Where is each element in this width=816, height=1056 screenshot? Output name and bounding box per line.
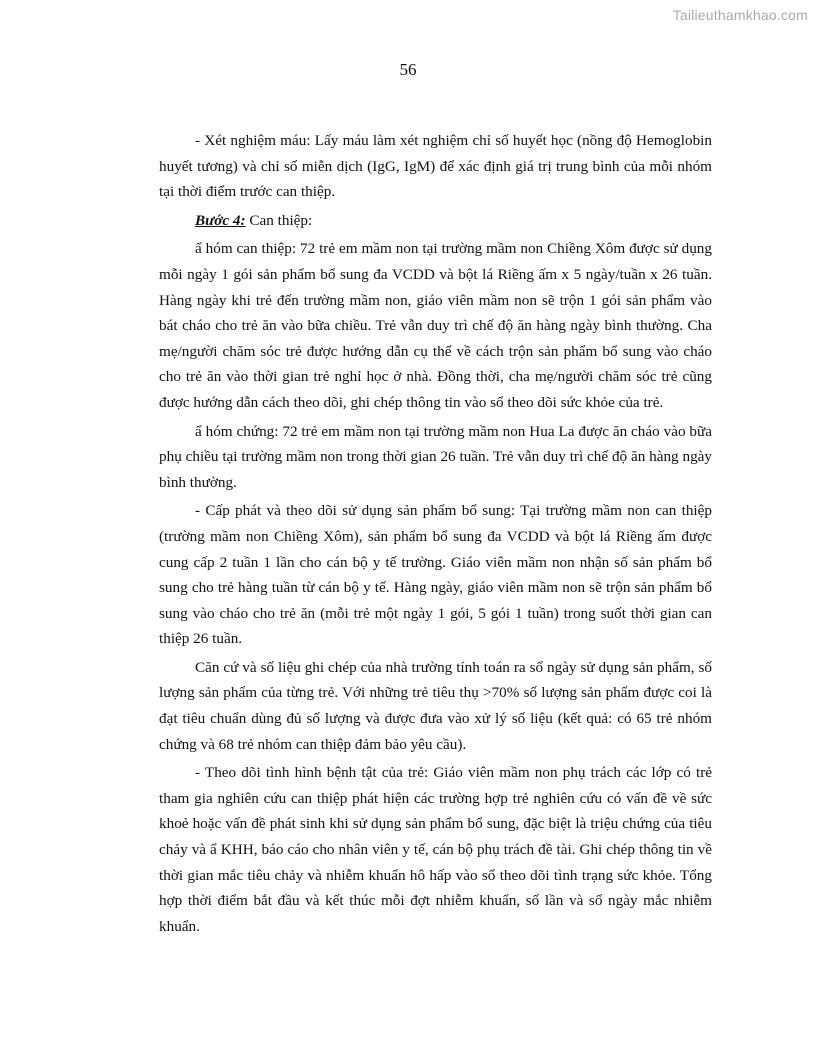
step-label: Bước 4:: [195, 211, 246, 229]
paragraph-intervention-group: ẩ hóm can thiệp: 72 trẻ em mầm non tại trường mầm non Chiềng Xôm được sử dụng mỗi ngày 1 gói sản phẩm bổ sung đa VCDD và bột lá Riềng ấm x 5 ngày/tuần x 26 tuần. Hàng ngày khi trẻ đến trường mầm non, giáo viên mầm non sẽ trộn 1 gói sản phẩm vào bát cháo cho trẻ ăn vào bữa chiều. Trẻ vẫn duy trì chế độ ăn hàng ngày bình thường. Cha mẹ/người chăm sóc trẻ được hướng dẫn cụ thể về cách trộn sản phẩm bổ sung vào cháo cho trẻ ăn vào thời gian trẻ nghỉ học ở nhà. Đồng thời, cha mẹ/người chăm sóc trẻ cũng được hướng dẫn cách theo dõi, ghi chép thông tin vào sổ theo dõi sức khỏe của trẻ.: [159, 240, 712, 411]
document-body: [159, 128, 712, 942]
paragraph-monitoring: - Theo dõi tình hình bệnh tật của trẻ: Giáo viên mầm non phụ trách các lớp có trẻ tham gia nghiên cứu can thiệp phát hiện các trường hợp trẻ nghiên cứu có vấn đề về sức khoẻ hoặc vấn đề phát sinh khi sử dụng sản phẩm bổ sung, đặc biệt là triệu chứng của tiêu chảy và ẩ KHH, báo cáo cho nhân viên y tế, cán bộ phụ trách đề tài. Ghi chép thông tin về thời gian mắc tiêu chảy và nhiễm khuẩn hô hấp vào sổ theo dõi tình trạng sức khỏe. Tổng hợp thời điểm bắt đầu và kết thúc mỗi đợt nhiễm khuẩn, số lần và số ngày mắc nhiễm khuẩn.: [159, 764, 712, 935]
page-number: 56: [399, 60, 417, 79]
paragraph-distribution: - Cấp phát và theo dõi sử dụng sản phẩm bổ sung: Tại trường mầm non can thiệp (trường mầm non Chiềng Xôm), sản phẩm bổ sung đa VCDD và bột lá Riềng ấm được cung cấp 2 tuần 1 lần cho cán bộ y tế trường. Giáo viên mầm non nhận số sản phẩm bổ sung cho trẻ hàng tuần từ cán bộ y tế. Hàng ngày, giáo viên mầm non sẽ trộn sản phẩm bổ sung vào cháo cho trẻ ăn (mỗi trẻ một ngày 1 gói, 5 gói 1 tuần) trong suốt thời gian can thiệp 26 tuần.: [159, 502, 712, 648]
step-heading: [159, 208, 712, 234]
paragraph-control-group: ẩ hóm chứng: 72 trẻ em mầm non tại trường mầm non Hua La được ăn cháo vào bữa phụ chiều tại trường mầm non trong thời gian 26 tuần. Trẻ vẫn duy trì chế độ ăn hàng ngày bình thường.: [159, 422, 712, 491]
watermark: Tailieuthamkhao.com: [672, 7, 808, 23]
step-text: Can thiệp:: [245, 211, 313, 229]
paragraph-blood-test: - Xét nghiệm máu: Lấy máu làm xét nghiệm chỉ số huyết học (nồng độ Hemoglobin huyết tương) và chỉ số miễn dịch (IgG, IgM) để xác định giá trị trung bình của mỗi nhóm tại thời điểm trước can thiệp.: [159, 132, 712, 201]
paragraph-calculation: Căn cứ và số liệu ghi chép của nhà trường tính toán ra số ngày sử dụng sản phẩm, số lượng sản phẩm của từng trẻ. Với những trẻ tiêu thụ >70% số lượng sản phẩm được coi là đạt tiêu chuẩn dùng đủ số lượng và được đưa vào xử lý số liệu (kết quả: có 65 trẻ nhóm chứng và 68 trẻ nhóm can thiệp đảm bảo yêu cầu).: [159, 658, 712, 753]
